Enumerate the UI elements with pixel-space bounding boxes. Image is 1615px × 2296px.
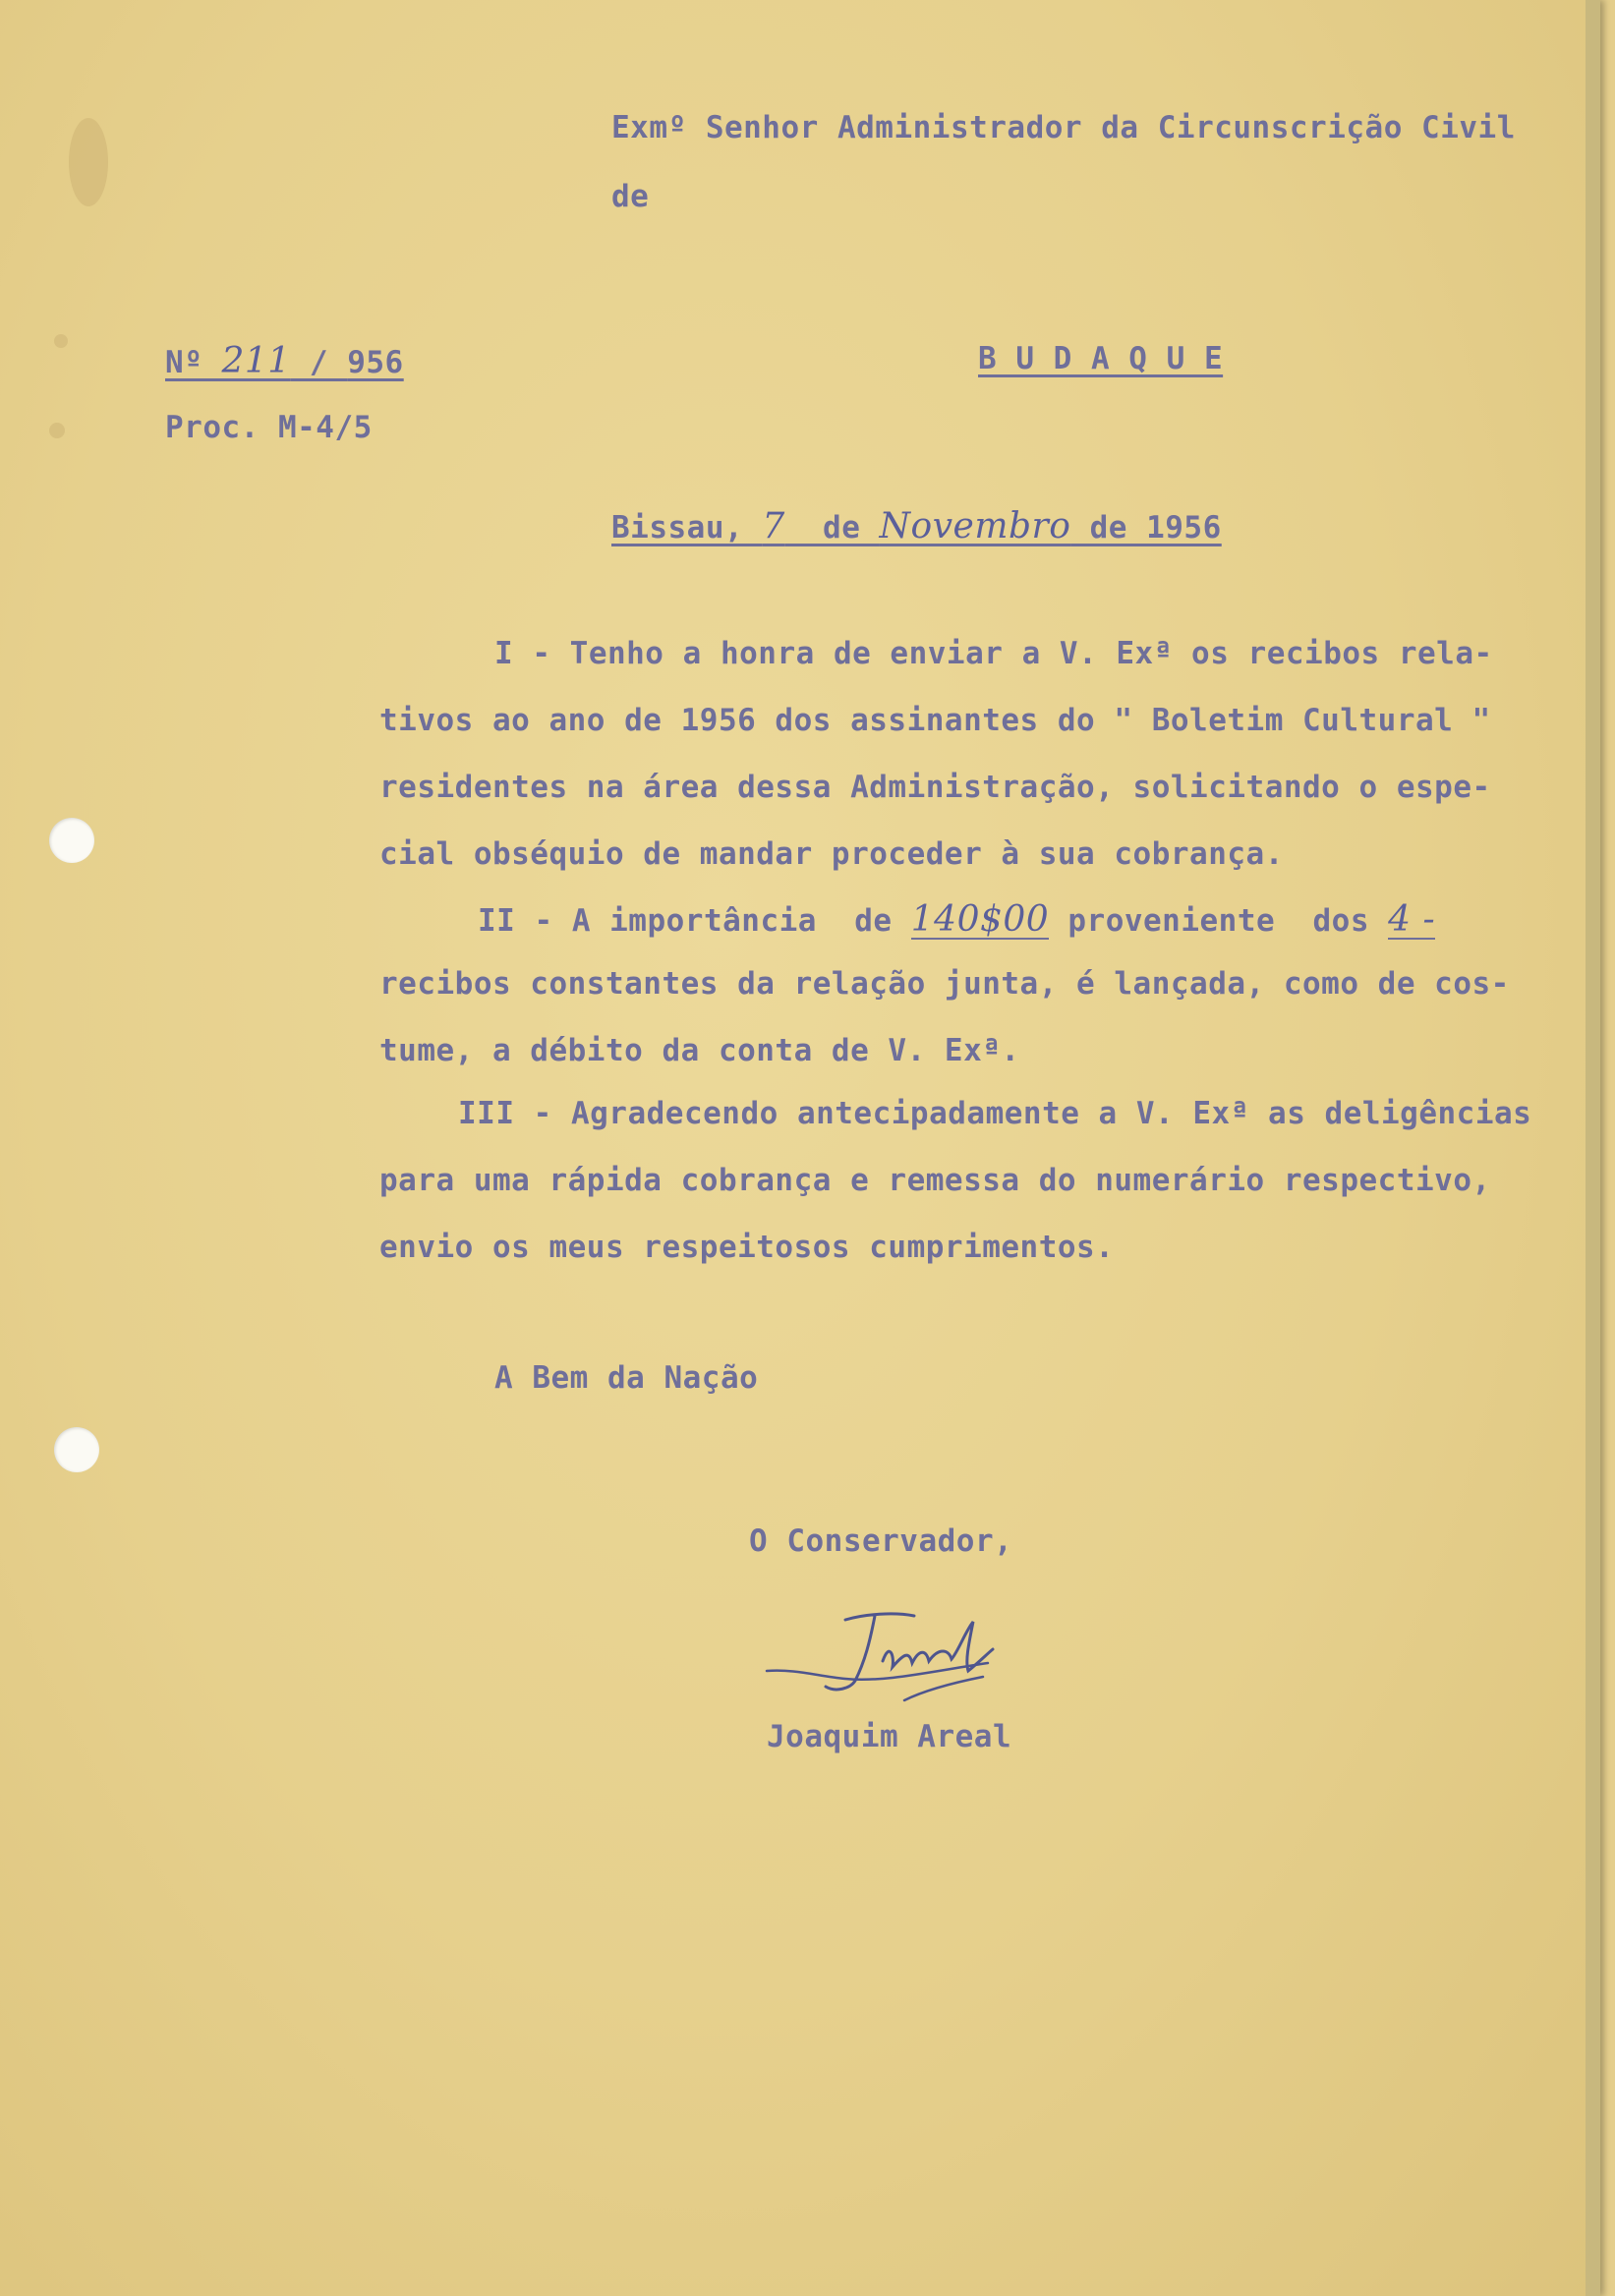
- date-de: de: [784, 510, 880, 545]
- punch-hole: [54, 1427, 99, 1472]
- paragraph-2-line-1: [478, 899, 1436, 940]
- signer-name: Joaquim Areal: [767, 1719, 1012, 1754]
- reference-number-year: 956: [347, 345, 404, 380]
- paragraph-3-line-2: para uma rápida cobrança e remessa do numerário respectivo,: [379, 1163, 1491, 1198]
- addressee-line-2: de: [611, 179, 650, 214]
- paper-stain: [54, 334, 68, 348]
- paragraph-1-line-2: tivos ao ano de 1956 dos assinantes do " Boletim Cultural ": [379, 703, 1491, 738]
- date-line: [611, 506, 1222, 546]
- amount-handwritten: 140$00: [910, 899, 1050, 940]
- handwritten-signature: [757, 1602, 1052, 1720]
- reference-number-prefix: Nº: [165, 345, 222, 380]
- closing-salutation: A Bem da Nação: [494, 1360, 759, 1396]
- paragraph-2-mid: proveniente dos: [1049, 903, 1389, 939]
- paper-stain: [49, 423, 65, 438]
- addressee-place: B U D A Q U E: [978, 341, 1224, 376]
- process-reference: Proc. M-4/5: [165, 410, 373, 445]
- paper-stain: [69, 118, 108, 206]
- date-year: de 1956: [1070, 510, 1222, 545]
- date-city: Bissau,: [611, 510, 763, 545]
- paragraph-3-line-1: III - Agradecendo antecipadamente a V. Exª as deligências: [458, 1096, 1532, 1131]
- paragraph-1-line-4: cial obséquio de mandar proceder à sua cobrança.: [379, 836, 1284, 872]
- date-day-handwritten: 7: [762, 506, 785, 546]
- reference-number: [165, 341, 404, 381]
- paragraph-2-line-3: tume, a débito da conta de V. Exª.: [379, 1033, 1020, 1068]
- date-month-handwritten: Novembro: [879, 506, 1071, 546]
- reference-number-handwritten: 211: [221, 341, 291, 381]
- paragraph-2-line-2: recibos constantes da relação junta, é lançada, como de cos-: [379, 966, 1510, 1002]
- addressee-line-1: Exmº Senhor Administrador da Circunscrição Civil: [611, 110, 1516, 145]
- signer-title: O Conservador,: [749, 1523, 1013, 1559]
- paragraph-3-line-3: envio os meus respeitosos cumprimentos.: [379, 1230, 1115, 1265]
- paragraph-2-intro: II - A importância de: [478, 903, 911, 939]
- punch-hole: [49, 818, 94, 863]
- receipt-count-handwritten: 4 -: [1388, 899, 1436, 940]
- paragraph-1-line-1: I - Tenho a honra de enviar a V. Exª os recibos rela-: [494, 636, 1493, 671]
- reference-number-separator: /: [290, 345, 348, 380]
- paragraph-1-line-3: residentes na área dessa Administração, solicitando o espe-: [379, 770, 1491, 805]
- page-edge: [1586, 0, 1600, 2296]
